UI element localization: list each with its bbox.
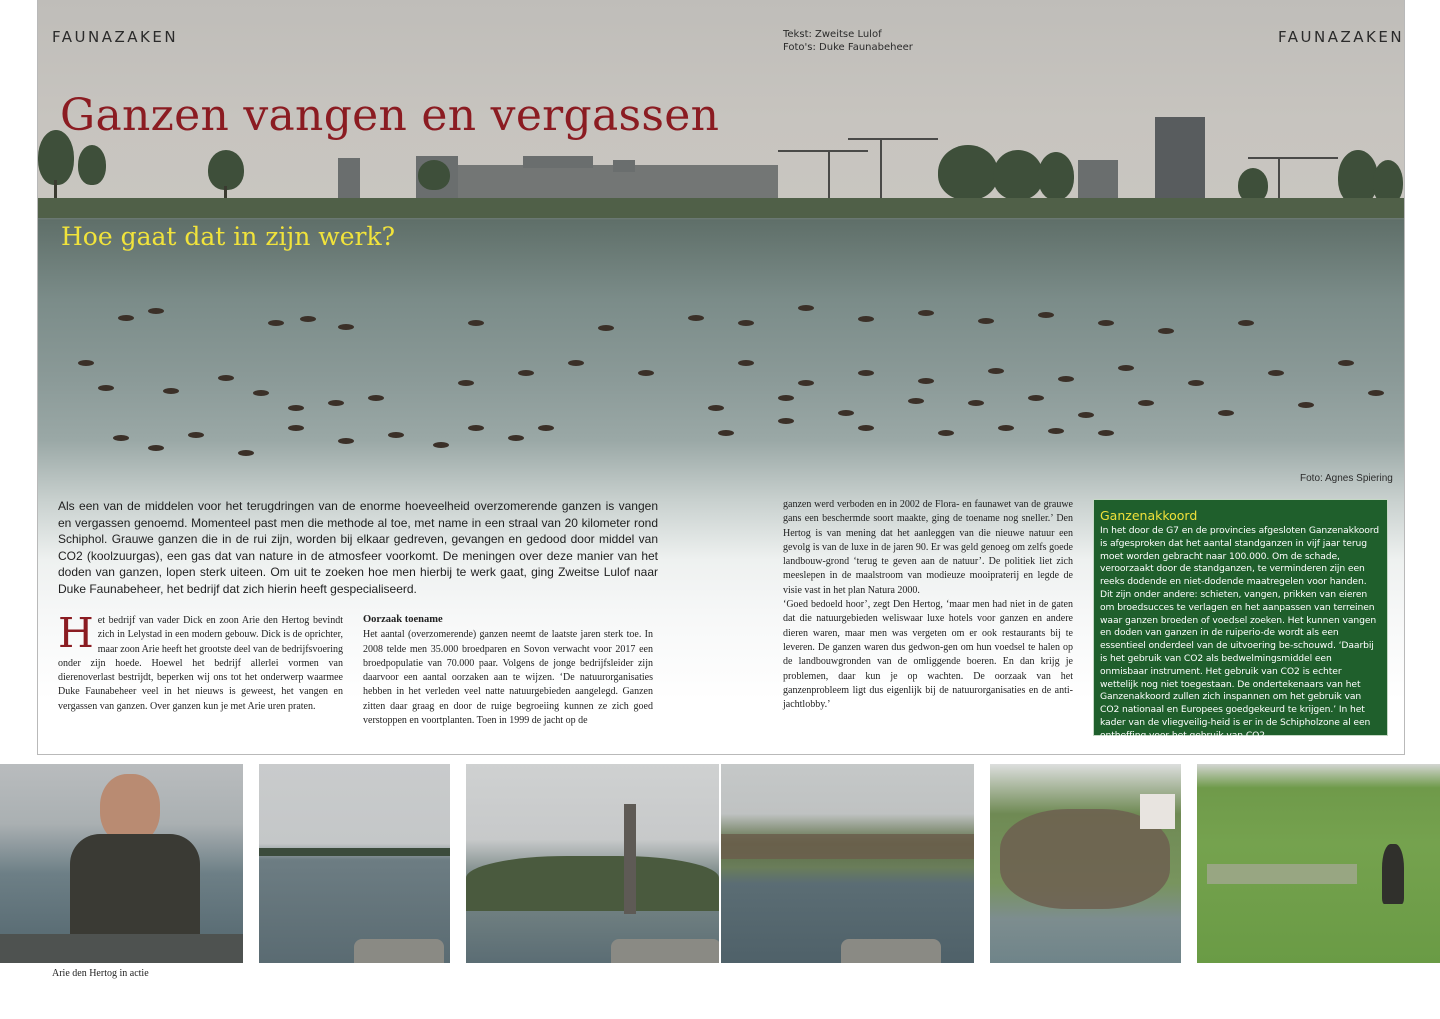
sidebar-box-text: In het door de G7 en de provincies afgesloten Ganzenakkoord is afgesproken dat het aantal standganzen in vijf jaar terug moet worden gebracht naar 100.000. Om de schade, veroorzaakt door de standganzen, te verminderen zijn een reeks dodende en niet-dodende maatregelen voor handen. Dit zijn onder andere: schieten, vangen, prikken van eieren om broedsucces te verlagen en het aanpassen van terreinen waar ganzen broeden of voedsel zoeken. Het kunnen vangen en doden van ganzen in de ruiperio-de wordt als een essentieel onderdeel van de uitvoering be-schouwd. ‘Daarbij is het gebruik van CO2 als bedwelmingsmiddel een onmisbaar instrument. Het gebruik van CO2 is echter wettelijk nog niet toegestaan. De ondertekenaars van het Ganzenakkoord zullen zich inspannen om het gebruik van CO2 nationaal en Europees goedgekeurd te krijgen.’ In het kader van de vliegveilig-heid is er in de Schipholzone al een ontheffing voor het gebruik van CO2. (1100, 525, 1380, 741)
sidebar-box-heading: Ganzenakkoord (1100, 508, 1198, 523)
photo-caption: Arie den Hertog in actie (52, 968, 149, 979)
article-title: Ganzen vangen en vergassen (60, 90, 720, 141)
magazine-spread (37, 0, 1405, 755)
photo-man-in-boat (0, 764, 243, 963)
byline (783, 28, 913, 54)
photo-church-village (466, 764, 719, 963)
credit-photos: Foto's: Duke Faunabeheer (783, 42, 913, 53)
column-2-heading: Oorzaak toename (363, 614, 443, 625)
photo-field-net (1197, 764, 1440, 963)
section-label-left: FAUNAZAKEN (52, 28, 179, 46)
body-column-2 (363, 613, 653, 728)
column-2-text: Het aantal (overzomerende) ganzen neemt de laatste jaren sterk toe. In 2008 telde men 35.000 broedparen en Sovon verwacht voor 2017 een broedpopulatie van 70.000 paar. Volgens de jonge bedrijfsleider zijn daarvoor een aantal oorzaken aan te wijzen. ‘De natuurorganisaties hebben in het verleden veel natte natuurgebieden aangelegd. Ganzen zitten daar graag en door de ruige begroeiing kunnen ze zich goed verstoppen en voortplanten. Toen in 1999 de jacht op de (363, 629, 653, 727)
sidebar-box-ganzenakkoord (1093, 499, 1388, 741)
intro-paragraph: Als een van de middelen voor het terugdringen van de enorme hoeveelheid overzomerende ganzen is vangen en vergassen genoemd. Momenteel past men die methode al toe, met name in een straal van 20 kilometer rond Schiphol. Grauwe ganzen die in de rui zijn, worden bij elkaar gedreven, gevangen en gedood door middel van CO2 (koolzuurgas), een gas dat van nature in de atmosfeer voorkomt. De meningen over deze manier van het doden van ganzen, lopen sterk uiteen. Om uit te zoeken hoe men hierbij te werk gaat, ging Zweitse Lulof naar Duke Faunabeheer, het bedrijf dat zich hierin heeft gespecialiseerd. (58, 499, 658, 596)
column-3-paragraph-1: ganzen werd verboden en in 2002 de Flora- en faunawet van de grauwe gans een beschermde soort maakte, ging de toename nog sneller.’ Den Hertog is van mening dat het aanleggen van die nieuwe natuur een gevolg is van de luxe in de jaren 90. Er was geld genoeg om zelfs goede landbouw-grond ‘terug te geven aan de natuur’. De politiek liet zich meeslepen in de maalstroom van modieuze mooipraterij en legde de visie vast in het plan Natura 2000. (783, 499, 1073, 596)
photo-lake-1 (259, 764, 450, 963)
body-column-3 (783, 498, 1073, 712)
article-subtitle: Hoe gaat dat in zijn werk? (61, 222, 396, 251)
dropcap-letter: H (58, 609, 94, 657)
photo-credit: Foto: Agnes Spiering (1300, 473, 1393, 484)
photo-geese-shore (721, 764, 974, 963)
column-1-text: et bedrijf van vader Dick en zoon Arie den Hertog bevindt zich in Lelystad in een modern gebouw. Dick is de oprichter, maar zoon Arie heeft het grootste deel van de bedrijfsvoering onder zijn hoede. Hoewel het bedrijf allerlei vormen van dierenoverlast bestrijdt, beperken wij ons tot het onderwerp waarmee Duke Faunabeheer veel in het nieuws is geweest, het vangen en vergassen van ganzen. Over ganzen kun je met Arie uren praten. (58, 615, 343, 712)
credit-text: Tekst: Zweitse Lulof (783, 29, 882, 40)
geese-flock (38, 220, 1404, 480)
section-label-right: FAUNAZAKEN (1278, 28, 1405, 46)
column-3-paragraph-2: ‘Goed bedoeld hoor’, zegt Den Hertog, ‘maar men had niet in de gaten dat die natuurgebieden weliswaar luxe hotels voor ganzen en andere dieren waren, maar men was vergeten om er ook restaurants bij te leveren. De ganzen waren dus gedwon-gen om hun voedsel te halen op de landbouwgronden van de omliggende boeren. En dan krijg je problemen, daar kun je op wachten. De oorzaak van het ganzenprobleem ligt dus eigenlijk bij de natuurorganisaties en de anti-jachtlobby.’ (783, 599, 1073, 711)
photo-geese-closeup (990, 764, 1181, 963)
body-column-1 (58, 609, 343, 714)
